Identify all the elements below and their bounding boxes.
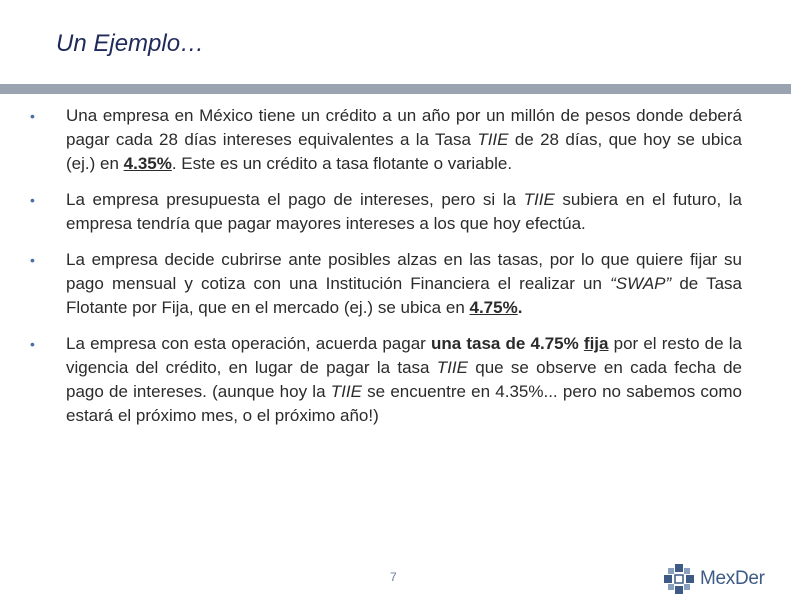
bullet-marker-icon: • (30, 252, 35, 268)
bullet-marker-icon: • (30, 192, 35, 208)
bullet-text (66, 106, 742, 173)
text-segment: de 28 días, que hoy se ubica (ej.) en (66, 130, 743, 173)
bullet-text (66, 190, 742, 233)
text-segment: La empresa presupuesta el pago de intereses, pero si la (66, 190, 524, 209)
slide-title: Un Ejemplo… (56, 30, 205, 57)
title-divider-bar (0, 84, 791, 94)
bold-text: . (517, 298, 523, 317)
highlight-rate: fija (583, 334, 609, 353)
bullet-item-4 (30, 332, 742, 428)
highlight-rate: 4.35% (123, 154, 172, 173)
bullet-list (30, 104, 742, 440)
emphasis-text: “SWAP” (610, 274, 672, 293)
bullet-item-1 (30, 104, 742, 176)
bold-text: una tasa de 4.75% (430, 334, 584, 353)
page-number: 7 (390, 570, 397, 584)
highlight-rate: 4.75% (469, 298, 518, 317)
text-segment: Una empresa en México tiene un crédito a un año por un millón de pesos donde deberá pagar cada 28 días intereses equivalentes a la Tasa (66, 106, 742, 149)
text-segment: La empresa con esta operación, acuerda pagar (66, 334, 431, 353)
emphasis-text: TIIE (477, 130, 509, 149)
bullet-text (66, 250, 742, 317)
emphasis-text: TIIE (523, 190, 555, 209)
mexder-logo (662, 562, 787, 596)
text-segment: por el resto de la vigencia del crédito, en lugar de pagar la tasa (66, 334, 742, 377)
emphasis-text: TIIE (330, 382, 362, 401)
emphasis-text: TIIE (436, 358, 468, 377)
bullet-text (66, 334, 742, 425)
bullet-marker-icon: • (30, 108, 35, 124)
text-segment: . Este es un crédito a tasa flotante o variable. (171, 154, 513, 173)
text-segment: de Tasa Flotante por Fija, que en el mercado (ej.) se ubica en (66, 274, 742, 317)
text-segment: se encuentre en 4.35%... pero no sabemos como estará el próximo mes, o el próximo año!) (66, 382, 742, 425)
mexder-star-icon (662, 562, 696, 596)
text-segment: La empresa decide cubrirse ante posibles alzas en las tasas, por lo que quiere fijar su pago mensual y cotiza con una Institución Financiera el realizar un (66, 250, 742, 293)
bullet-item-3 (30, 248, 742, 320)
bullet-marker-icon: • (30, 336, 35, 352)
text-segment: que se observe en cada fecha de pago de intereses. (aunque hoy la (66, 358, 742, 401)
logo-text: MexDer (700, 568, 765, 589)
bullet-item-2 (30, 188, 742, 236)
text-segment: subiera en el futuro, la empresa tendría que pagar mayores intereses a los que hoy efectúa. (66, 190, 742, 233)
